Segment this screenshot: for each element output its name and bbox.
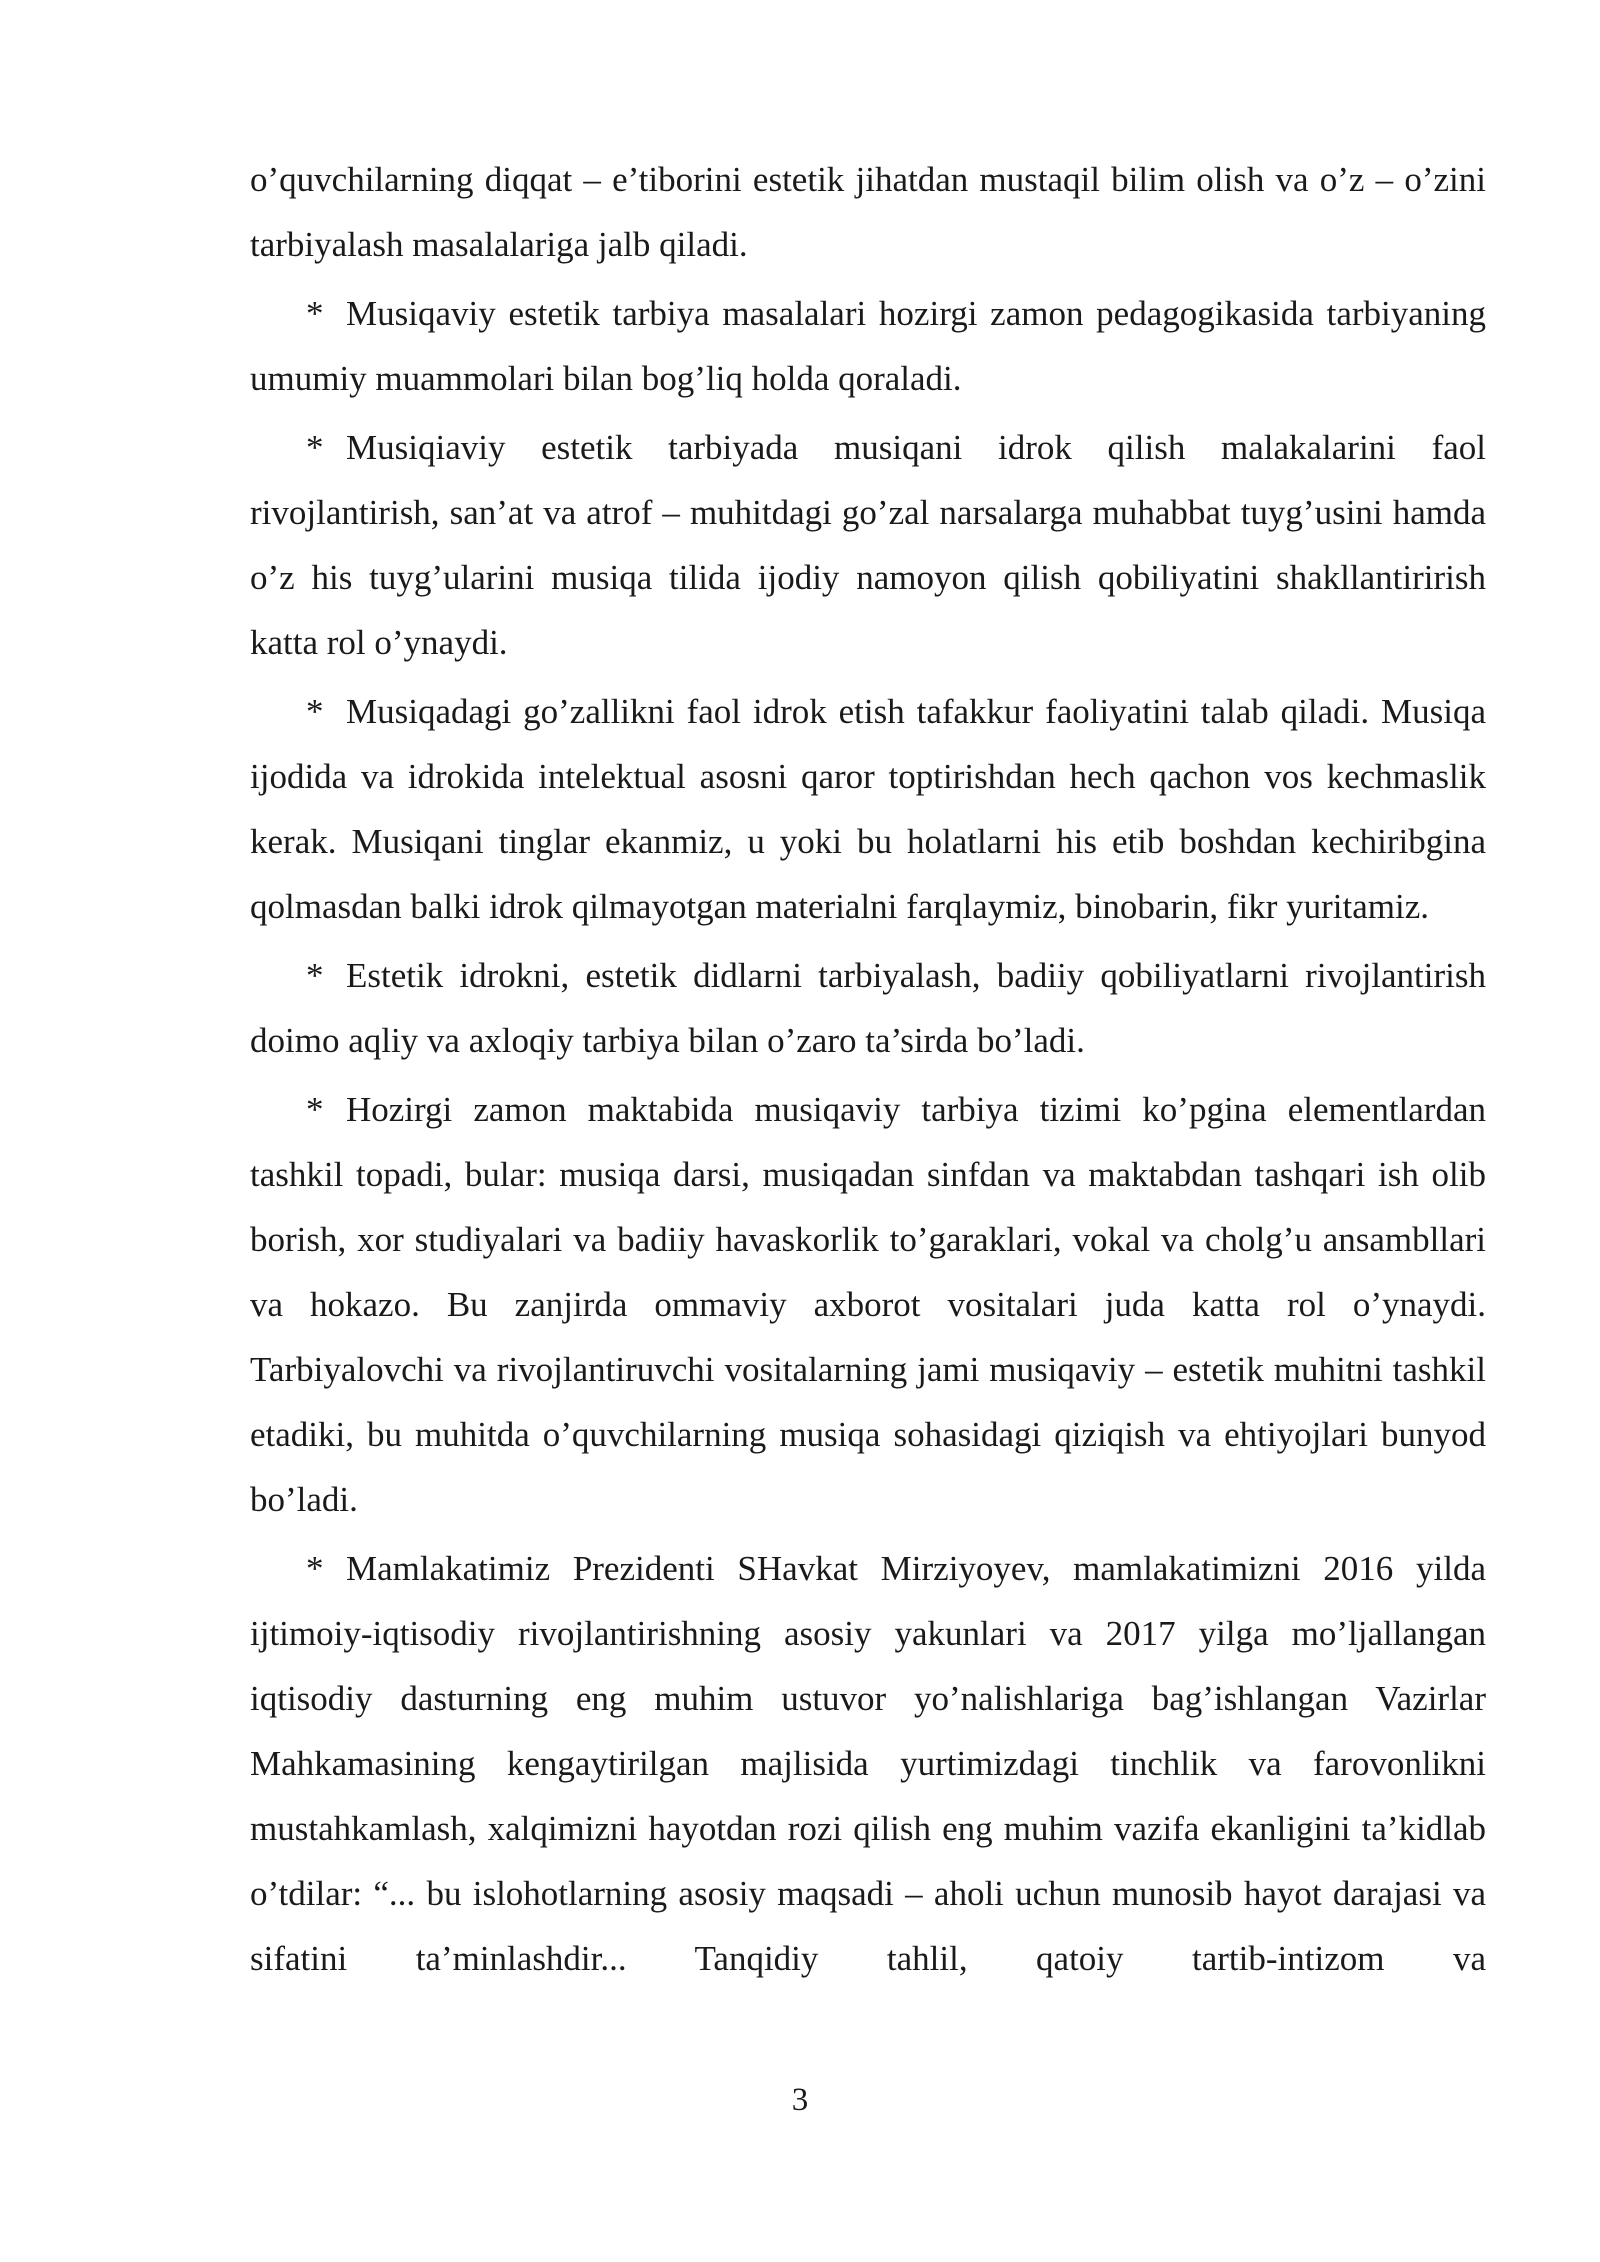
asterisk-marker: * — [306, 1549, 324, 1588]
bullet-paragraph — [250, 943, 1486, 1073]
asterisk-marker: * — [306, 428, 324, 467]
paragraph-text: Musiqadagi go’zallikni faol idrok etish tafakkur faoliyatini talab qiladi. Musiqa ijodida va idrokida intelektual asosni qaror toptirishdan hech qachon vos kechmaslik kerak. Musiqani tinglar ekanmiz, u yoki bu holatlarni his etib boshdan kechiribgina qolmasdan balki idrok qilmayotgan materialni farqlaymiz, binobarin, fikr yuritamiz. — [250, 692, 1486, 926]
asterisk-marker: * — [306, 294, 324, 333]
bullet-paragraph — [250, 679, 1486, 939]
bullet-paragraph — [250, 281, 1486, 411]
document-body — [250, 147, 1486, 1995]
paragraph-text: Musiqaviy estetik tarbiya masalalari hozirgi zamon pedagogikasida tarbiyaning umumiy muammolari bilan bog’liq holda qoraladi. — [250, 294, 1486, 398]
page-number: 3 — [791, 2082, 809, 2118]
bullet-paragraph — [250, 1536, 1486, 1991]
paragraph-text: Estetik idrokni, estetik didlarni tarbiyalash, badiiy qobiliyatlarni rivojlantirish doimo aqliy va axloqiy tarbiya bilan o’zaro ta’sirda bo’ladi. — [250, 956, 1486, 1060]
bullet-paragraph — [250, 415, 1486, 675]
bullet-paragraph — [250, 1077, 1486, 1532]
paragraph-text: Musiqiaviy estetik tarbiyada musiqani idrok qilish malakalarini faol rivojlantirish, san’at va atrof – muhitdagi go’zal narsalarga muhabbat tuyg’usini hamda o’z his tuyg’ularini musiqa tilida ijodiy namoyon qilish qobiliyatini shakllantirirish katta rol o’ynaydi. — [250, 428, 1486, 662]
paragraph-text: Hozirgi zamon maktabida musiqaviy tarbiya tizimi ko’pgina elementlardan tashkil topadi, bular: musiqa darsi, musiqadan sinfdan va maktabdan tashqari ish olib borish, xor studiyalari va badiiy havaskorlik to’garaklari, vokal va cholg’u ansambllari va hokazo. Bu zanjirda ommaviy axborot vositalari juda katta rol o’ynaydi. Tarbiyalovchi va rivojlantiruvchi vositalarning jami musiqaviy – estetik muhitni tashkil etadiki, bu muhitda o’quvchilarning musiqa sohasidagi qiziqish va ehtiyojlari bunyod bo’ladi. — [250, 1090, 1486, 1519]
paragraph-continuation — [250, 147, 1486, 277]
paragraph-text: Mamlakatimiz Prezidenti SHavkat Mirziyoyev, mamlakatimizni 2016 yilda ijtimoiy-iqtisodiy rivojlantirishning asosiy yakunlari va 2017 yilga mo’ljallangan iqtisodiy dasturning eng muhim ustuvor yo’nalishlariga bag’ishlangan Vazirlar Mahkamasining kengaytirilgan majlisida yurtimizdagi tinchlik va farovonlikni mustahkamlash, xalqimizni hayotdan rozi qilish eng muhim vazifa ekanligini ta’kidlab o’tdilar: “... bu islohotlarning asosiy maqsadi – aholi uchun munosib hayot darajasi va sifatini ta’minlashdir... Tanqidiy tahlil, qatoiy tartib-intizom va — [250, 1549, 1486, 1978]
asterisk-marker: * — [306, 1090, 324, 1129]
paragraph-text: o’quvchilarning diqqat – e’tiborini estetik jihatdan mustaqil bilim olish va o’z – o’zini tarbiyalash masalalariga jalb qiladi. — [250, 160, 1486, 264]
asterisk-marker: * — [306, 956, 324, 995]
asterisk-marker: * — [306, 692, 324, 731]
